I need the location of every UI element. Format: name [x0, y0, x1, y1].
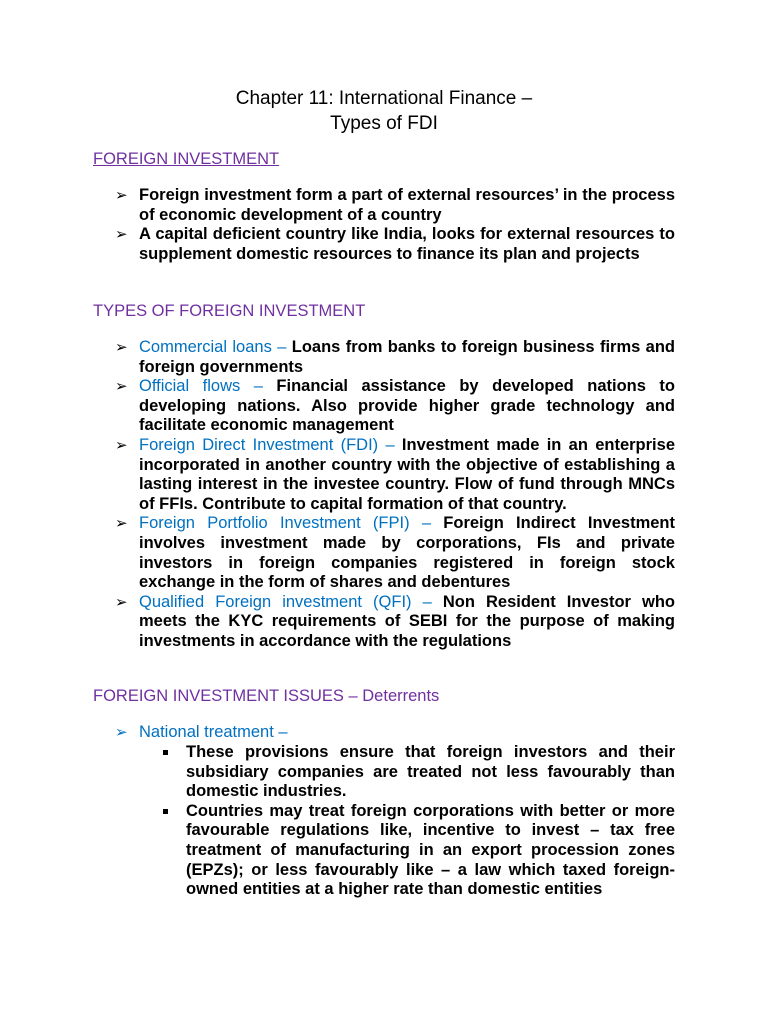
- foreign-investment-list: [0, 186, 675, 264]
- square-bullet-icon: [163, 750, 168, 755]
- list-item-text: A capital deficient country like India, looks for external resources to supplement domestic resources to finance its plan and projects: [139, 225, 675, 263]
- list-item: [0, 743, 675, 802]
- list-item: [0, 802, 675, 900]
- list-item: [0, 186, 675, 225]
- list-item: [0, 377, 675, 436]
- square-bullet-icon: [163, 809, 168, 814]
- point-text: These provisions ensure that foreign investors and their subsidiary companies are treated not less favourably than domestic industries.: [186, 743, 675, 801]
- issues-list: [0, 723, 675, 743]
- arrow-bullet-icon: ➢: [115, 724, 128, 741]
- arrow-bullet-icon: ➢: [115, 378, 128, 396]
- section-heading-foreign-investment: FOREIGN INVESTMENT: [93, 150, 280, 168]
- definition-text: Financial assistance by developed nations to developing nations. Also provide higher grade technology and facilitate economic management: [139, 377, 675, 435]
- list-item: [0, 723, 675, 743]
- title-line-2: Types of FDI: [330, 113, 438, 134]
- term-official-flows: Official flows –: [139, 377, 263, 396]
- definition-text: Non Resident Investor who meets the KYC requirements of SEBI for the purpose of making investments in accordance with the regulations: [139, 592, 675, 650]
- term-qfi: Qualified Foreign investment (QFI) –: [139, 592, 432, 611]
- arrow-bullet-icon: ➢: [115, 515, 128, 533]
- page-title: [0, 86, 768, 136]
- section-heading-types: TYPES OF FOREIGN INVESTMENT: [93, 302, 366, 320]
- arrow-bullet-icon: ➢: [115, 187, 128, 204]
- list-item-text: Foreign investment form a part of external resources’ in the process of economic development of a country: [139, 186, 675, 224]
- definition-text: Investment made in an enterprise incorporated in another country with the objective of establishing a lasting interest in the investee country. Flow of fund through MNCs of FFIs. Contribute to capital formation of that country.: [139, 435, 675, 513]
- arrow-bullet-icon: ➢: [115, 436, 128, 454]
- term-commercial-loans: Commercial loans –: [139, 338, 287, 356]
- list-item: [0, 593, 675, 652]
- title-line-1: Chapter 11: International Finance –: [235, 88, 533, 109]
- list-item: [0, 514, 675, 592]
- list-item: [0, 436, 675, 514]
- types-list: [0, 338, 675, 652]
- arrow-bullet-icon: ➢: [115, 593, 128, 611]
- issues-heading-main: FOREIGN INVESTMENT ISSUES –: [93, 687, 358, 705]
- issues-heading-sub: Deterrents: [362, 687, 440, 705]
- arrow-bullet-icon: ➢: [115, 339, 128, 356]
- list-item: [0, 338, 675, 377]
- arrow-bullet-icon: ➢: [115, 226, 128, 244]
- definition-text: Foreign Indirect Investment involves investment made by corporations, FIs and private investors in foreign companies registered in foreign stock exchange in the form of shares and debentures: [139, 514, 675, 592]
- term-fpi: Foreign Portfolio Investment (FPI) –: [139, 514, 432, 533]
- national-treatment-points: [0, 743, 675, 900]
- point-text: Countries may treat foreign corporations with better or more favourable regulations like, incentive to invest – tax free treatment of manufacturing in an export procession zones (EPZs); or less favourably like – a law which taxed foreign-owned entities at a higher rate than domestic entities: [186, 801, 675, 899]
- definition-text: Loans from banks to foreign business firms and foreign governments: [139, 338, 676, 376]
- term-national-treatment: National treatment –: [139, 723, 288, 741]
- term-fdi: Foreign Direct Investment (FDI) –: [139, 435, 395, 454]
- list-item: [0, 225, 675, 264]
- section-heading-issues: [93, 686, 439, 706]
